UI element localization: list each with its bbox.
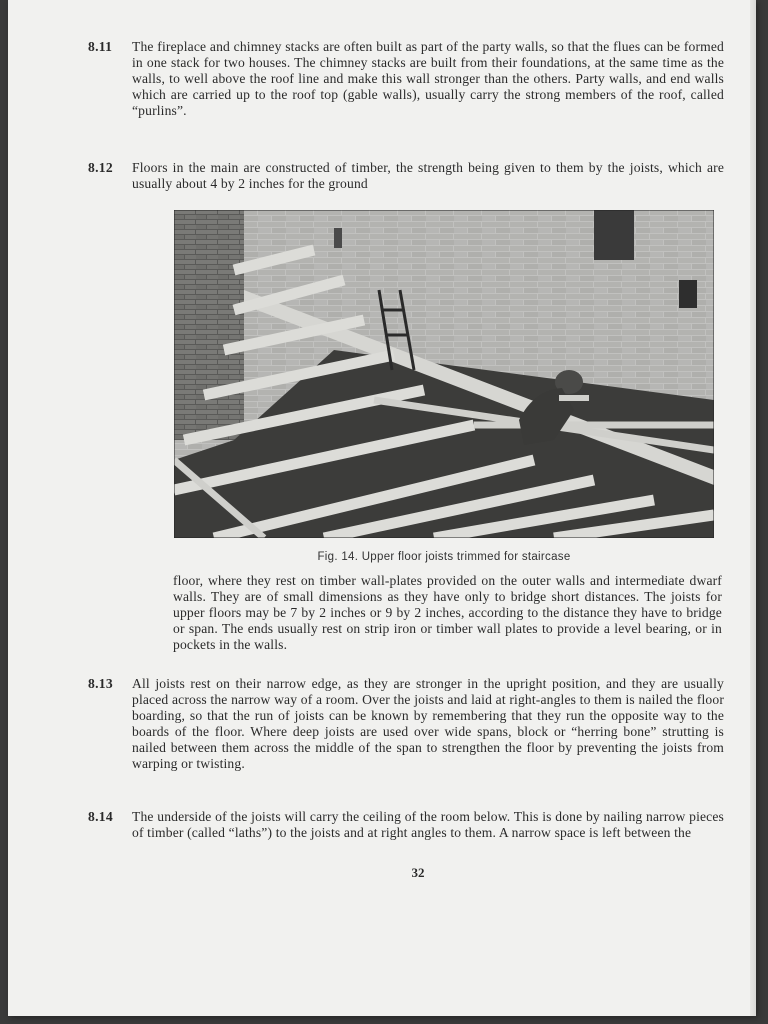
figure-caption: Fig. 14. Upper floor joists trimmed for staircase — [317, 551, 571, 563]
paragraph-text: The underside of the joists will carry the ceiling of the room below. This is done by nailing narrow pieces of timber (called “laths”) to the joists and at right angles to them. A narrow space is left between the — [132, 809, 724, 841]
paragraph-8-14 — [88, 809, 724, 841]
paragraph-text: Floors in the main are constructed of timber, the strength being given to them by the joists, which are usually about 4 by 2 inches for the ground — [132, 160, 724, 192]
paragraph-8-12 — [88, 160, 724, 192]
paragraph-text: The fireplace and chimney stacks are often built as part of the party walls, so that the flues can be formed in one stack for two houses. The chimney stacks are built from their foundations, at the same time as the walls, to well above the roof line and make this wall stronger than the others. Party walls, and end walls which are carried up to the roof top (gable walls), usually carry the strong members of the roof, called “purlins”. — [132, 39, 724, 119]
paragraph-8-11 — [88, 39, 724, 119]
book-page — [8, 0, 756, 1016]
paragraph-number: 8.14 — [88, 809, 113, 824]
paragraph-number: 8.11 — [88, 39, 113, 54]
paragraph-8-13 — [88, 676, 724, 773]
paragraph-8-12-continued: floor, where they rest on timber wall-plates provided on the outer walls and intermediate dwarf walls. They are of small dimensions as they have only to bridge short distances. The joists for upper floors may be 7 by 2 inches or 9 by 2 inches, according to the distance they have to bridge or span. The ends usually rest on strip iron or timber wall plates to provide a level bearing, or in pockets in the walls. — [173, 573, 722, 653]
paragraph-text: All joists rest on their narrow edge, as they are stronger in the upright position, and they are usually placed across the narrow way of a room. Over the joists and laid at right-angles to them is nailed the floor boarding, so that the run of joists can be known by remembering that they run the opposite way to the boards of the floor. Where deep joists are used over wide spans, block or “herring bone” strutting is nailed between them across the middle of the span to strengthen the floor by preventing the joists from warping or twisting. — [132, 676, 724, 772]
page-number: 32 — [411, 865, 425, 880]
paragraph-number: 8.13 — [88, 676, 113, 691]
page-edge-shadow — [750, 0, 756, 1016]
paragraph-number: 8.12 — [88, 160, 113, 175]
figure-photo-floor-joists — [174, 210, 714, 538]
